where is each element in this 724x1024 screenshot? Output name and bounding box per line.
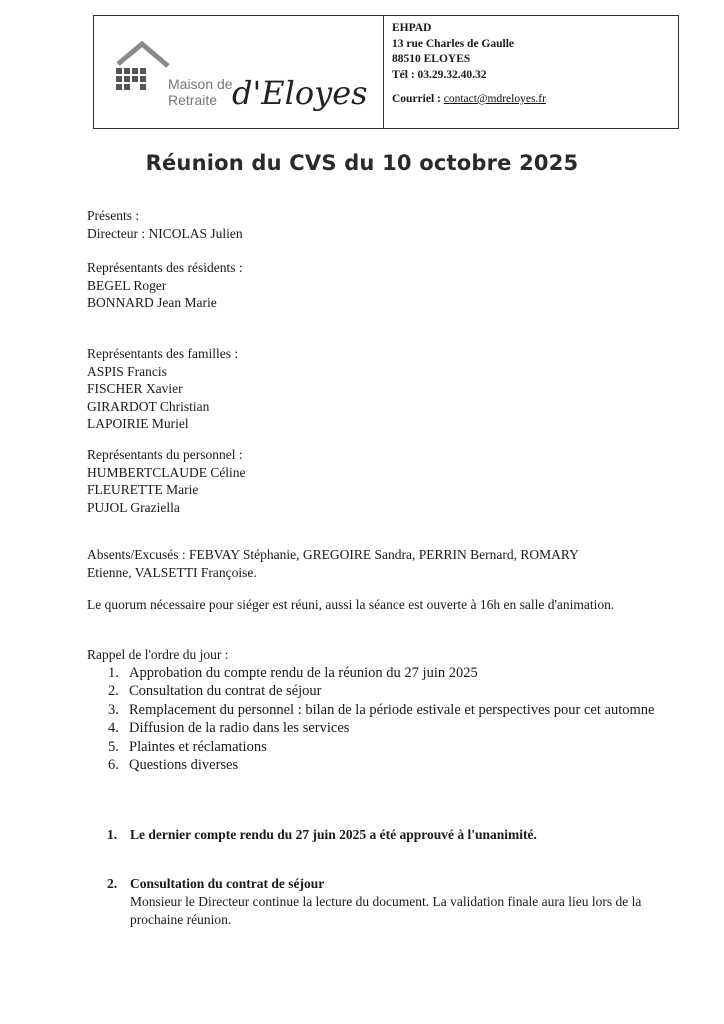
residents-heading: Représentants des résidents : [87, 260, 243, 275]
section-1-text: Le dernier compte rendu du 27 juin 2025 a été approuvé à l'unanimité. [130, 827, 537, 842]
agenda-item: 6. Questions diverses [108, 757, 239, 773]
staff-block [87, 446, 687, 516]
list-item: LAPOIRIE Muriel [87, 416, 189, 431]
presents-block [87, 207, 687, 242]
phone: Tél : 03.29.32.40.32 [392, 68, 487, 81]
section-2-paragraph: Monsieur le Directeur continue la lecture du document. La validation finale aura lieu lors de la prochaine réunion. [130, 894, 642, 927]
list-item: FISCHER Xavier [87, 381, 183, 396]
logo-script: d'Eloyes [232, 74, 368, 112]
section-number: 2. [107, 876, 118, 891]
email-link[interactable]: contact@mdreloyes.fr [443, 93, 546, 105]
contact-info [384, 16, 678, 128]
logo-cell [94, 16, 384, 128]
logo-line2: Retraite [168, 92, 218, 108]
presents-heading: Présents : [87, 208, 140, 223]
families-heading: Représentants des familles : [87, 346, 239, 361]
email-label: Courriel : [392, 93, 441, 105]
list-item: PUJOL Graziella [87, 499, 180, 515]
logo-line1: Maison de [168, 76, 233, 92]
agenda-item: 3. Remplacement du personnel : bilan de la période estivale et perspectives pour cet automne [108, 701, 655, 718]
section-2-heading: Consultation du contrat de séjour [130, 876, 325, 891]
city: 88510 ELOYES [392, 53, 471, 65]
section-1 [107, 826, 687, 844]
letterhead [93, 15, 679, 129]
director: Directeur : NICOLAS Julien [87, 225, 243, 241]
families-block [87, 345, 687, 433]
agenda-item: 4. Diffusion de la radio dans les services [108, 720, 350, 736]
section-number: 1. [107, 827, 118, 842]
list-item: BEGEL Roger [87, 277, 167, 293]
org-name: EHPAD [392, 22, 432, 34]
agenda-heading: Rappel de l'ordre du jour : [87, 647, 229, 662]
house-roof-icon [112, 38, 172, 98]
absents-block [87, 546, 687, 581]
list-item: BONNARD Jean Marie [87, 295, 217, 310]
absents-line2: Etienne, VALSETTI Françoise. [87, 564, 257, 580]
list-item: ASPIS Francis [87, 363, 167, 379]
agenda-item: 5. Plaintes et réclamations [108, 738, 267, 755]
street-address: 13 rue Charles de Gaulle [392, 37, 515, 50]
agenda-block [87, 646, 687, 775]
list-item: HUMBERTCLAUDE Céline [87, 464, 246, 480]
agenda-item: 1. Approbation du compte rendu de la réunion du 27 juin 2025 [108, 664, 478, 681]
staff-heading: Représentants du personnel : [87, 447, 243, 462]
agenda-item: 2. Consultation du contrat de séjour [108, 683, 322, 699]
list-item: FLEURETTE Marie [87, 482, 199, 497]
residents-block [87, 259, 687, 312]
agenda-list [87, 664, 687, 775]
list-item: GIRARDOT Christian [87, 398, 210, 414]
absents-line1: Absents/Excusés : FEBVAY Stéphanie, GREGOIRE Sandra, PERRIN Bernard, ROMARY [87, 547, 579, 562]
quorum-text [87, 596, 687, 614]
section-2 [107, 875, 687, 929]
email-row [392, 92, 678, 108]
quorum: Le quorum nécessaire pour siéger est réuni, aussi la séance est ouverte à 16h en salle d'animation. [87, 597, 615, 612]
page-title: Réunion du CVS du 10 octobre 2025 [145, 151, 579, 175]
logo [112, 38, 368, 118]
